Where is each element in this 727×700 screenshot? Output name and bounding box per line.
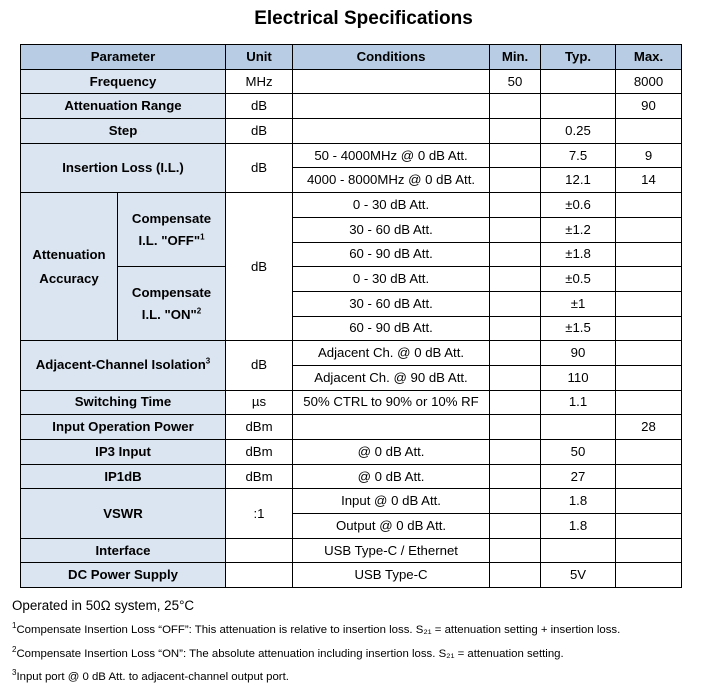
cell-typ: 50 bbox=[541, 440, 616, 465]
label-text: Adjacent-Channel Isolation bbox=[35, 357, 206, 373]
table-row bbox=[21, 143, 682, 168]
table-row bbox=[21, 538, 682, 563]
footnote-ref: 2 bbox=[196, 306, 202, 316]
row-label-attenuation-range: Attenuation Range bbox=[21, 94, 226, 119]
label-line bbox=[118, 233, 225, 249]
row-label-ip1db: IP1dB bbox=[21, 464, 226, 489]
header-row bbox=[21, 45, 682, 70]
table-row bbox=[21, 193, 682, 218]
cell-max bbox=[616, 217, 682, 242]
cell-unit: dBm bbox=[226, 415, 293, 440]
cell-typ: ±1.2 bbox=[541, 217, 616, 242]
cell-typ: ±0.6 bbox=[541, 193, 616, 218]
cell-unit: dB bbox=[226, 341, 293, 390]
operating-conditions-note: Operated in 50Ω system, 25°C bbox=[12, 598, 195, 613]
cell-max bbox=[616, 341, 682, 366]
header-min: Min. bbox=[490, 45, 541, 70]
cell-min bbox=[490, 193, 541, 218]
cell-cond bbox=[293, 94, 490, 119]
cell-cond: 60 - 90 dB Att. bbox=[293, 242, 490, 267]
cell-min bbox=[490, 341, 541, 366]
cell-typ: 1.8 bbox=[541, 489, 616, 514]
cell-cond: 50% CTRL to 90% or 10% RF bbox=[293, 390, 490, 415]
footnote-3 bbox=[12, 668, 289, 683]
cell-unit: dBm bbox=[226, 464, 293, 489]
cell-cond: Adjacent Ch. @ 90 dB Att. bbox=[293, 365, 490, 390]
row-label-ip3-input: IP3 Input bbox=[21, 440, 226, 465]
header-max: Max. bbox=[616, 45, 682, 70]
footnote-1 bbox=[12, 621, 621, 636]
cell-max bbox=[616, 563, 682, 588]
cell-cond: 60 - 90 dB Att. bbox=[293, 316, 490, 341]
cell-max: 90 bbox=[616, 94, 682, 119]
cell-typ: ±1 bbox=[541, 291, 616, 316]
cell-cond: 0 - 30 dB Att. bbox=[293, 193, 490, 218]
cell-min bbox=[490, 464, 541, 489]
table-row bbox=[21, 267, 682, 292]
cell-min bbox=[490, 390, 541, 415]
cell-typ: 0.25 bbox=[541, 119, 616, 144]
cell-min bbox=[490, 267, 541, 292]
cell-min bbox=[490, 316, 541, 341]
label-line: Attenuation bbox=[32, 246, 106, 262]
footnote-ref: 3 bbox=[205, 357, 211, 367]
row-label-vswr: VSWR bbox=[21, 489, 226, 538]
footnote-mark: 2 bbox=[12, 645, 17, 655]
label-text: I.L. "ON" bbox=[141, 306, 197, 322]
row-label-dc-power-supply: DC Power Supply bbox=[21, 563, 226, 588]
cell-cond: @ 0 dB Att. bbox=[293, 464, 490, 489]
cell-max: 8000 bbox=[616, 69, 682, 94]
cell-typ: 27 bbox=[541, 464, 616, 489]
label-line: Compensate bbox=[131, 284, 212, 300]
table-row bbox=[21, 390, 682, 415]
cell-cond bbox=[293, 69, 490, 94]
cell-min bbox=[490, 94, 541, 119]
sublabel-compensate-on bbox=[118, 267, 226, 341]
cell-max bbox=[616, 538, 682, 563]
cell-typ bbox=[541, 94, 616, 119]
cell-unit: dB bbox=[226, 119, 293, 144]
cell-max bbox=[616, 267, 682, 292]
cell-cond: 30 - 60 dB Att. bbox=[293, 217, 490, 242]
cell-max bbox=[616, 193, 682, 218]
cell-typ: 1.1 bbox=[541, 390, 616, 415]
table-row bbox=[21, 69, 682, 94]
cell-typ bbox=[541, 538, 616, 563]
cell-unit: dB bbox=[226, 94, 293, 119]
cell-max bbox=[616, 242, 682, 267]
row-label-adjacent-channel-isolation bbox=[21, 341, 226, 390]
table-row bbox=[21, 94, 682, 119]
sublabel-compensate-off bbox=[118, 193, 226, 267]
cell-cond: @ 0 dB Att. bbox=[293, 440, 490, 465]
cell-unit: dB bbox=[226, 143, 293, 192]
cell-typ: 90 bbox=[541, 341, 616, 366]
cell-min bbox=[490, 119, 541, 144]
table-row bbox=[21, 341, 682, 366]
page-title: Electrical Specifications bbox=[254, 8, 473, 29]
header-unit: Unit bbox=[226, 45, 293, 70]
cell-min bbox=[490, 217, 541, 242]
cell-min bbox=[490, 538, 541, 563]
header-parameter: Parameter bbox=[21, 45, 226, 70]
cell-min bbox=[490, 143, 541, 168]
cell-min bbox=[490, 168, 541, 193]
spec-table bbox=[20, 44, 682, 588]
cell-min bbox=[490, 242, 541, 267]
cell-typ: 1.8 bbox=[541, 514, 616, 539]
cell-min bbox=[490, 415, 541, 440]
table-row bbox=[21, 415, 682, 440]
cell-typ bbox=[541, 415, 616, 440]
cell-typ: 110 bbox=[541, 365, 616, 390]
cell-max: 9 bbox=[616, 143, 682, 168]
label-line: Accuracy bbox=[39, 270, 99, 286]
cell-cond: USB Type-C / Ethernet bbox=[293, 538, 490, 563]
cell-typ: ±0.5 bbox=[541, 267, 616, 292]
cell-typ: 5V bbox=[541, 563, 616, 588]
cell-max bbox=[616, 365, 682, 390]
cell-min: 50 bbox=[490, 69, 541, 94]
footnote-text: Compensate Insertion Loss “OFF”: This attenuation is relative to insertion loss. S₂₁ = attenuation setting + insertion loss. bbox=[16, 624, 621, 636]
cell-min bbox=[490, 514, 541, 539]
footnote-ref: 1 bbox=[200, 232, 205, 242]
cell-cond bbox=[293, 119, 490, 144]
row-label-insertion-loss: Insertion Loss (I.L.) bbox=[21, 143, 226, 192]
row-label-step: Step bbox=[21, 119, 226, 144]
cell-typ: ±1.5 bbox=[541, 316, 616, 341]
header-conditions: Conditions bbox=[293, 45, 490, 70]
cell-cond: Output @ 0 dB Att. bbox=[293, 514, 490, 539]
footnote-mark: 3 bbox=[12, 668, 17, 678]
cell-min bbox=[490, 291, 541, 316]
row-label-interface: Interface bbox=[21, 538, 226, 563]
row-label-attenuation-accuracy bbox=[21, 193, 118, 341]
footnote-text: Compensate Insertion Loss “ON”: The absolute attenuation including insertion loss. S₂₁ = attenuation setting. bbox=[16, 648, 564, 660]
cell-cond bbox=[293, 415, 490, 440]
cell-cond: 0 - 30 dB Att. bbox=[293, 267, 490, 292]
cell-min bbox=[490, 563, 541, 588]
cell-min bbox=[490, 365, 541, 390]
cell-max bbox=[616, 291, 682, 316]
cell-unit bbox=[226, 563, 293, 588]
cell-cond: 4000 - 8000MHz @ 0 dB Att. bbox=[293, 168, 490, 193]
cell-cond: Adjacent Ch. @ 0 dB Att. bbox=[293, 341, 490, 366]
cell-max bbox=[616, 464, 682, 489]
table-row bbox=[21, 440, 682, 465]
cell-unit: dB bbox=[226, 193, 293, 341]
table-row bbox=[21, 119, 682, 144]
cell-typ: 7.5 bbox=[541, 143, 616, 168]
cell-max bbox=[616, 119, 682, 144]
cell-cond: USB Type-C bbox=[293, 563, 490, 588]
footnote-mark: 1 bbox=[12, 621, 17, 631]
table-row bbox=[21, 489, 682, 514]
cell-max bbox=[616, 316, 682, 341]
footnote-2 bbox=[12, 645, 564, 660]
header-typ: Typ. bbox=[541, 45, 616, 70]
cell-max bbox=[616, 489, 682, 514]
cell-unit: µs bbox=[226, 390, 293, 415]
label-text: I.L. "OFF" bbox=[138, 232, 201, 248]
label-line: Compensate bbox=[131, 210, 212, 226]
cell-max bbox=[616, 390, 682, 415]
cell-unit: :1 bbox=[226, 489, 293, 538]
row-label-switching-time: Switching Time bbox=[21, 390, 226, 415]
cell-max: 14 bbox=[616, 168, 682, 193]
cell-max: 28 bbox=[616, 415, 682, 440]
cell-max bbox=[616, 440, 682, 465]
cell-cond: Input @ 0 dB Att. bbox=[293, 489, 490, 514]
cell-unit: MHz bbox=[226, 69, 293, 94]
row-label-input-operation-power: Input Operation Power bbox=[21, 415, 226, 440]
cell-typ: 12.1 bbox=[541, 168, 616, 193]
cell-min bbox=[490, 489, 541, 514]
table-row bbox=[21, 464, 682, 489]
table-row bbox=[21, 563, 682, 588]
cell-typ: ±1.8 bbox=[541, 242, 616, 267]
footnote-text: Input port @ 0 dB Att. to adjacent-channel output port. bbox=[16, 671, 289, 683]
cell-typ bbox=[541, 69, 616, 94]
label-line bbox=[118, 307, 225, 323]
cell-min bbox=[490, 440, 541, 465]
cell-unit: dBm bbox=[226, 440, 293, 465]
row-label-frequency: Frequency bbox=[21, 69, 226, 94]
cell-max bbox=[616, 514, 682, 539]
cell-cond: 50 - 4000MHz @ 0 dB Att. bbox=[293, 143, 490, 168]
cell-unit bbox=[226, 538, 293, 563]
cell-cond: 30 - 60 dB Att. bbox=[293, 291, 490, 316]
